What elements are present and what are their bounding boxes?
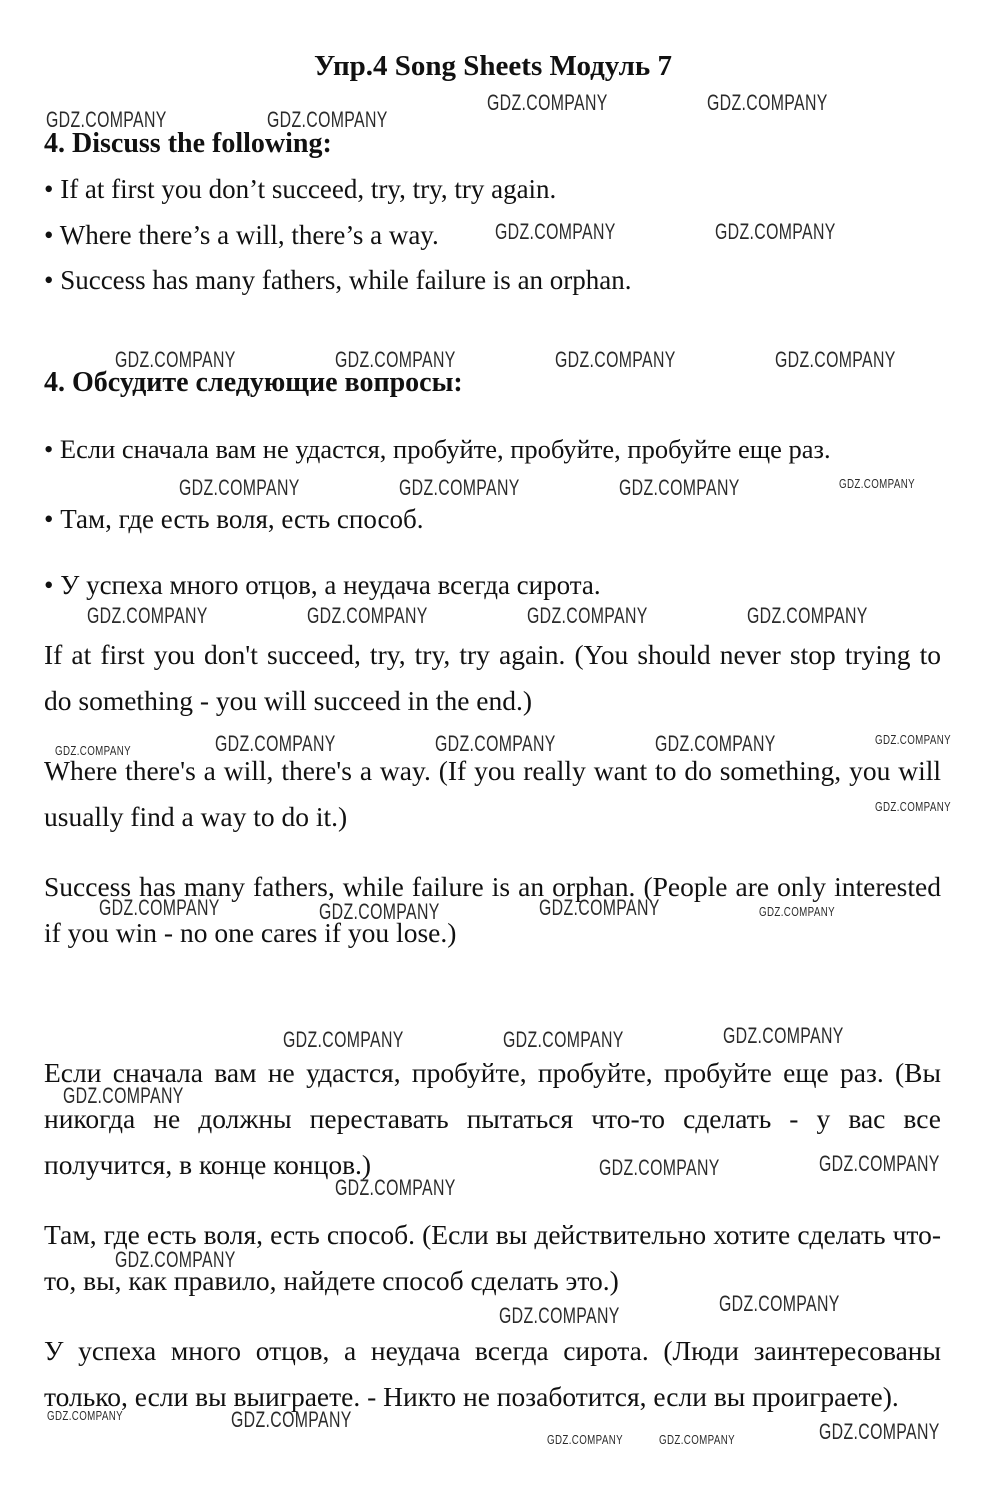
watermark: GDZ.COMPANY	[499, 1303, 620, 1328]
english-answer-3: Success has many fathers, while failure is an orphan. (People are only interested if you win - no one cares if you lose.)	[44, 871, 941, 948]
watermark: GDZ.COMPANY	[46, 107, 167, 132]
watermark: GDZ.COMPANY	[555, 347, 676, 372]
watermark: GDZ.COMPANY	[503, 1027, 624, 1052]
watermark: GDZ.COMPANY	[659, 1432, 735, 1447]
watermark: GDZ.COMPANY	[307, 603, 428, 628]
watermark: GDZ.COMPANY	[875, 732, 951, 747]
russian-bullet-3: • У успеха много отцов, а неудача всегда сирота.	[44, 570, 601, 600]
watermark: GDZ.COMPANY	[759, 904, 835, 919]
english-bullet-2: • Where there’s a will, there’s a way.	[44, 220, 439, 250]
watermark: GDZ.COMPANY	[539, 895, 660, 920]
russian-task-heading: 4. Обсудите следующие вопросы:	[44, 367, 463, 398]
watermark: GDZ.COMPANY	[747, 603, 868, 628]
watermark: GDZ.COMPANY	[319, 899, 440, 924]
watermark: GDZ.COMPANY	[619, 475, 740, 500]
russian-answer-2: Там, где есть воля, есть способ. (Если вы действительно хотите сделать что-то, вы, как правило, найдете способ сделать это.)	[44, 1219, 941, 1296]
watermark: GDZ.COMPANY	[487, 90, 608, 115]
watermark: GDZ.COMPANY	[599, 1155, 720, 1180]
watermark: GDZ.COMPANY	[719, 1291, 840, 1316]
watermark: GDZ.COMPANY	[707, 90, 828, 115]
english-answer-2: Where there's a will, there's a way. (If you really want to do something, you will usually find a way to do it.)	[44, 755, 941, 832]
russian-bullet-2: • Там, где есть воля, есть способ.	[44, 504, 424, 534]
watermark: GDZ.COMPANY	[839, 476, 915, 491]
watermark: GDZ.COMPANY	[283, 1027, 404, 1052]
watermark: GDZ.COMPANY	[655, 731, 776, 756]
watermark: GDZ.COMPANY	[335, 1175, 456, 1200]
russian-answer-3: У успеха много отцов, а неудача всегда сирота. (Люди заинтересованы только, если вы выиграете. - Никто не позаботится, если вы проиграете).	[44, 1335, 941, 1412]
watermark: GDZ.COMPANY	[495, 219, 616, 244]
watermark: GDZ.COMPANY	[115, 347, 236, 372]
watermark: GDZ.COMPANY	[775, 347, 896, 372]
english-task-heading: 4. Discuss the following:	[44, 128, 332, 159]
english-bullet-1: • If at first you don’t succeed, try, try, try again.	[44, 174, 557, 204]
watermark: GDZ.COMPANY	[179, 475, 300, 500]
watermark: GDZ.COMPANY	[547, 1432, 623, 1447]
english-bullet-3: • Success has many fathers, while failure is an orphan.	[44, 265, 632, 295]
watermark: GDZ.COMPANY	[87, 603, 208, 628]
watermark: GDZ.COMPANY	[231, 1407, 352, 1432]
watermark: GDZ.COMPANY	[527, 603, 648, 628]
russian-answer-1: Если сначала вам не удастся, пробуйте, пробуйте, пробуйте еще раз. (Вы никогда не должны переставать пытаться что-то сделать - у вас все получится, в конце концов.)	[44, 1057, 941, 1180]
russian-bullet-1: • Если сначала вам не удастся, пробуйте, пробуйте, пробуйте еще раз.	[44, 434, 831, 464]
watermark: GDZ.COMPANY	[55, 743, 131, 758]
watermark: GDZ.COMPANY	[335, 347, 456, 372]
watermark: GDZ.COMPANY	[99, 895, 220, 920]
english-answer-1: If at first you don't succeed, try, try, try again. (You should never stop trying to do something - you will succeed in the end.)	[44, 639, 941, 716]
watermark: GDZ.COMPANY	[875, 799, 951, 814]
watermark: GDZ.COMPANY	[115, 1247, 236, 1272]
page-title: Упр.4 Song Sheets Модуль 7	[314, 50, 672, 82]
watermark: GDZ.COMPANY	[435, 731, 556, 756]
watermark: GDZ.COMPANY	[715, 219, 836, 244]
watermark: GDZ.COMPANY	[819, 1151, 940, 1176]
watermark: GDZ.COMPANY	[63, 1083, 184, 1108]
watermark: GDZ.COMPANY	[723, 1023, 844, 1048]
watermark: GDZ.COMPANY	[819, 1419, 940, 1444]
watermark: GDZ.COMPANY	[267, 107, 388, 132]
watermark: GDZ.COMPANY	[399, 475, 520, 500]
watermark: GDZ.COMPANY	[47, 1408, 123, 1423]
watermark: GDZ.COMPANY	[215, 731, 336, 756]
